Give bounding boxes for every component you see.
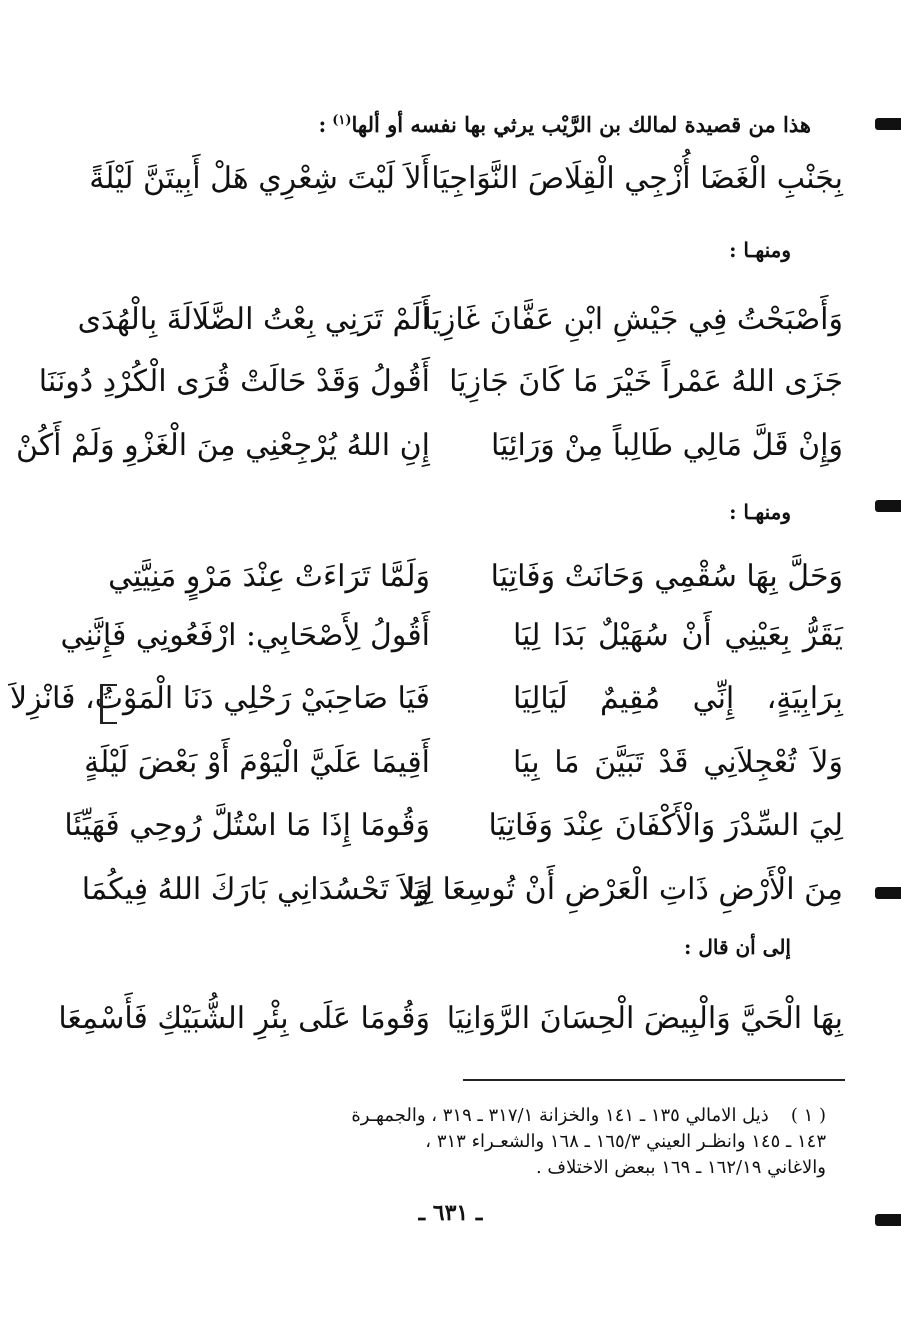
- verse-second-hemistich: بِرَابِيَةٍ، إِنِّي مُقِيمٌ لَيَالِيَا: [513, 680, 843, 716]
- verse-6: [60, 610, 843, 660]
- verse-second-hemistich: يَقَرُّ بِعَيْنِي أَنْ سُهَيْلٌ بَدَا لِيَا: [513, 617, 843, 653]
- verse-first-hemistich: أَلَمْ تَرَنِي بِعْتُ الضَّلَالَةَ بِالْهُدَى: [77, 301, 430, 337]
- intro-text: هذا من قصيدة لمالك بن الرَّيْب يرثي بها نفسه أو ألها: [351, 112, 811, 137]
- verse-2: [77, 294, 843, 344]
- verse-first-hemistich: إِنِ اللهُ يُرْجِعْنِي مِنَ الْغَزْوِ وَلَمْ أَكُنْ: [16, 427, 430, 463]
- footnote-line-3: والاغاني ١٦٢/١٩ ـ ١٦٩ ببعض الاختلاف .: [535, 1157, 826, 1178]
- verse-second-hemistich: وَإِنْ قَلَّ مَالِي طَالِباً مِنْ وَرَائِيَا: [490, 427, 843, 463]
- binding-mark: [875, 887, 901, 899]
- verse-first-hemistich: أَقِيمَا عَلَيَّ الْيَوْمَ أَوْ بَعْضَ لَيْلَةٍ: [84, 744, 430, 780]
- page-number: ـ ٦٣١ ـ: [418, 1200, 483, 1226]
- footnote-text-1: ذيل الامالي ١٣٥ ـ ١٤١ والخزانة ٣١٧/١ ـ ٣١٩ ، والجمهـرة: [351, 1105, 769, 1126]
- verse-second-hemistich: وَأَصْبَحْتُ فِي جَيْشِ ابْنِ عَفَّانَ غَازِيَا: [423, 301, 843, 337]
- intro-colon: :: [318, 112, 327, 137]
- binding-mark: [875, 1214, 901, 1226]
- verse-first-hemistich: وَقُومَا إِذَا مَا اسْتُلَّ رُوحِي فَهَيِّئَا: [64, 807, 430, 843]
- verse-first-hemistich: فَيَا صَاحِبَيْ رَحْلِي دَنَا الْمَوْتُ، فَانْزِلاَ: [10, 680, 430, 716]
- verse-first-hemistich: وَلَمَّا تَرَاءَتْ عِنْدَ مَرْوٍ مَنِيَّتِي: [108, 558, 430, 594]
- footnote-separator: [463, 1079, 845, 1081]
- margin-bracket: [100, 684, 117, 724]
- section-label-minha-2: ومنهـا :: [729, 500, 791, 524]
- verse-first-hemistich: وَلاَ تَحْسُدَانِي بَارَكَ اللهُ فِيكُمَا: [81, 871, 430, 907]
- verse-5: [100, 551, 843, 601]
- verse-second-hemistich: لِيَ السِّدْرَ وَالْأَكْفَانَ عِنْدَ وَفَاتِيَا: [488, 807, 843, 843]
- binding-mark: [875, 500, 901, 512]
- verse-3: [38, 356, 843, 406]
- footnote-line-1: [105, 1103, 826, 1129]
- intro-line: [150, 112, 811, 137]
- footnote: [105, 1103, 826, 1181]
- footnote-number: ( ١ ): [790, 1105, 826, 1126]
- verse-9: [64, 800, 843, 850]
- verse-1: [89, 153, 843, 203]
- footnote-line-2: ١٤٣ ـ ١٤٥ وانظـر العيني ١٦٥/٣ ـ ١٦٨ والشعـراء ٣١٣ ،: [425, 1131, 826, 1152]
- verse-first-hemistich: أَلاَ لَيْتَ شِعْرِي هَلْ أَبِيتَنَّ لَيْلَةً: [89, 160, 430, 196]
- verse-first-hemistich: أَقُولُ وَقَدْ حَالَتْ قُرَى الْكُرْدِ دُونَنَا: [38, 363, 430, 399]
- section-label-ila-an-qal: إلى أن قال :: [683, 935, 791, 959]
- verse-first-hemistich: أَقُولُ لِأَصْحَابِي: ارْفَعُونِي فَإِنَّنِي: [60, 617, 430, 653]
- verse-second-hemistich: بِجَنْبِ الْغَضَا أُزْجِي الْقِلَاصَ النَّوَاجِيَا: [431, 160, 843, 196]
- verse-4: [16, 420, 843, 470]
- verse-first-hemistich: وَقُومَا عَلَى بِئْرِ الشُّبَيْكِ فَأَسْمِعَا: [58, 1000, 430, 1036]
- section-label-minha-1: ومنهـا :: [729, 238, 791, 262]
- verse-second-hemistich: وَلاَ تُعْجِلاَنِي قَدْ تَبَيَّنَ مَا بِيَا: [513, 744, 843, 780]
- verse-7: [10, 673, 843, 723]
- binding-mark: [875, 118, 901, 130]
- verse-8: [84, 737, 843, 787]
- verse-second-hemistich: جَزَى اللهُ عَمْراً خَيْرَ مَا كَانَ جَازِيَا: [449, 363, 843, 399]
- verse-11: [58, 993, 843, 1043]
- verse-second-hemistich: بِهَا الْحَيَّ وَالْبِيضَ الْحِسَانَ الرَّوَانِيَا: [446, 1000, 843, 1036]
- verse-10: [81, 864, 843, 914]
- verse-second-hemistich: وَحَلَّ بِهَا سُقْمِي وَحَانَتْ وَفَاتِيَا: [490, 558, 843, 594]
- footnote-reference: (١): [332, 113, 352, 128]
- verse-second-hemistich: مِنَ الْأَرْضِ ذَاتِ الْعَرْضِ أَنْ تُوسِعَا لِيَا: [405, 871, 843, 907]
